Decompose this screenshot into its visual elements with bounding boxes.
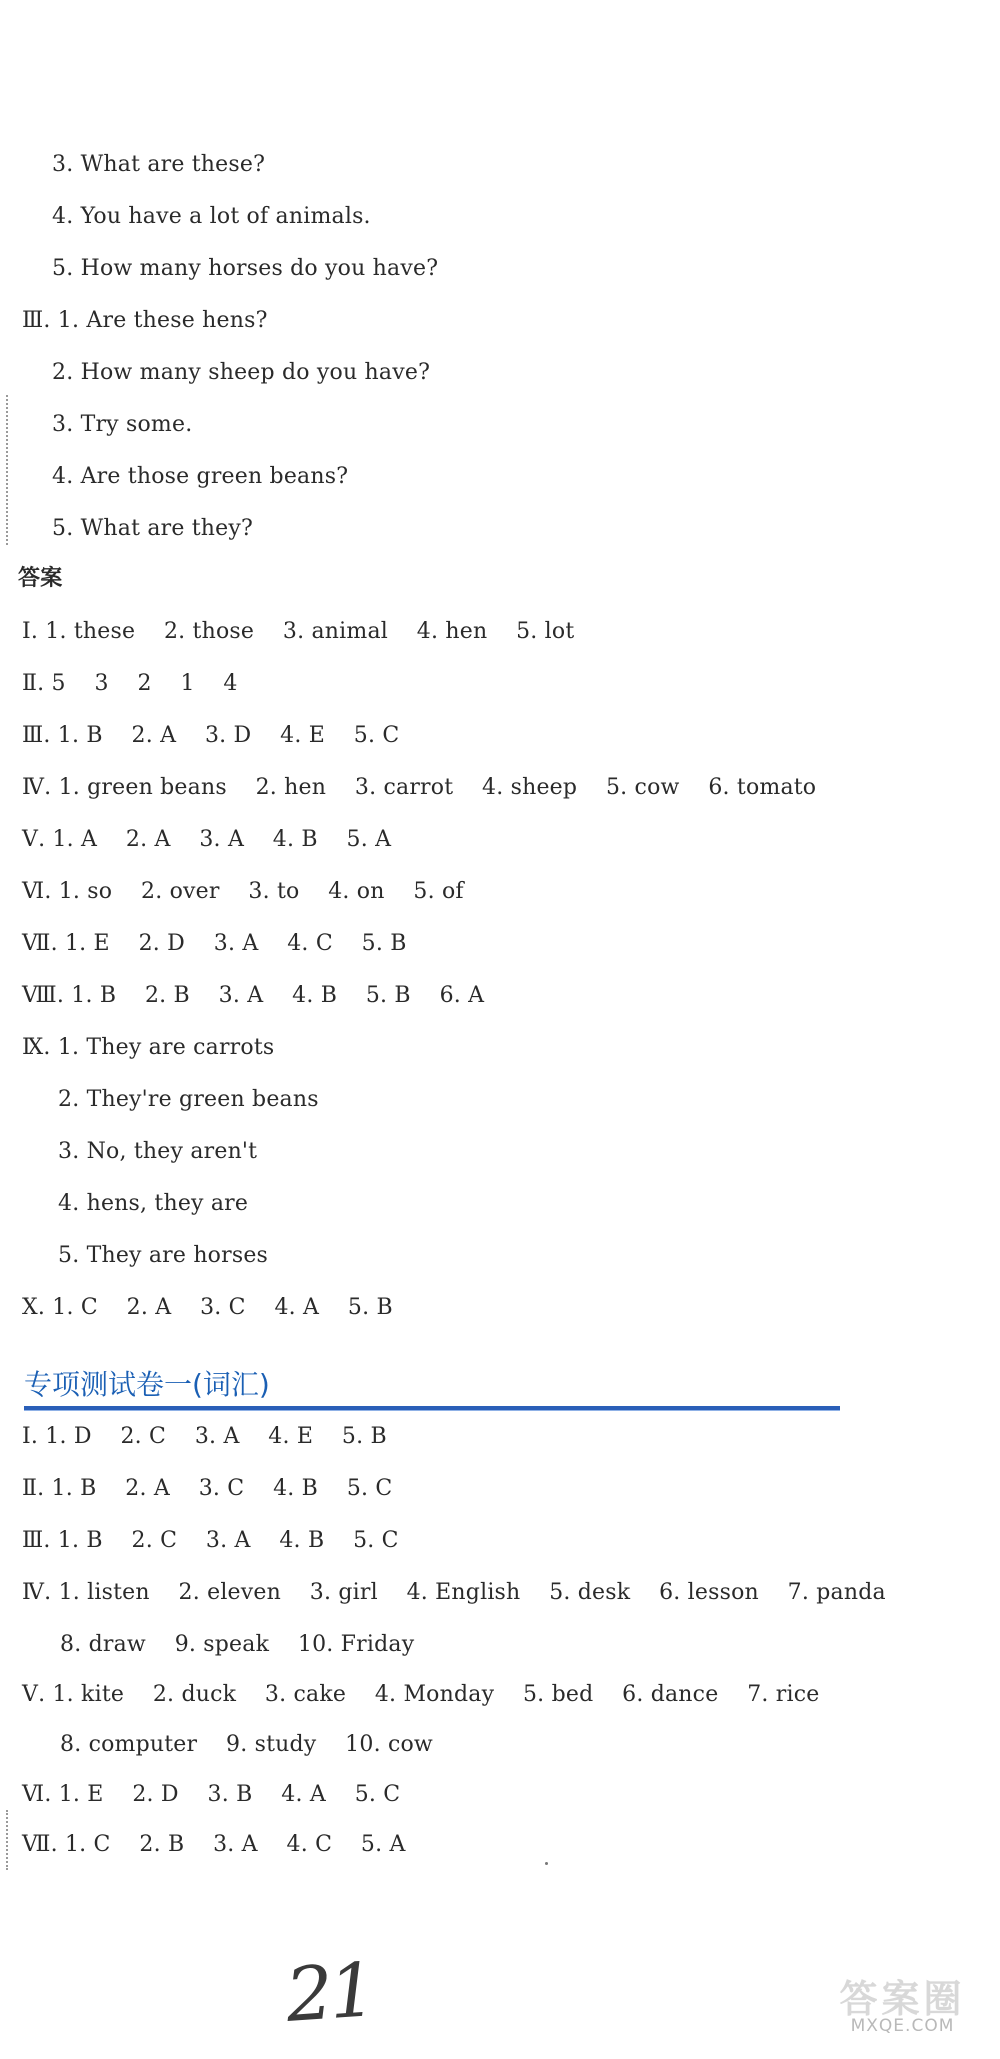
answer-line: 3. No, they aren't	[58, 1139, 258, 1164]
speck	[545, 1862, 548, 1865]
section-line: Ⅱ. 1. B 2. A 3. C 4. B 5. C	[22, 1476, 393, 1501]
answer-line: 5. They are horses	[58, 1243, 269, 1268]
text-line: 4. You have a lot of animals.	[52, 204, 371, 229]
section-line: Ⅴ. 1. kite 2. duck 3. cake 4. Monday 5. bed 6. dance 7. rice	[22, 1682, 820, 1707]
answer-line: Ⅷ. 1. B 2. B 3. A 4. B 5. B 6. A	[22, 983, 485, 1008]
answer-line: Ⅳ. 1. green beans 2. hen 3. carrot 4. sheep 5. cow 6. tomato	[22, 775, 817, 800]
watermark-text: MXQE.COM	[850, 2016, 955, 2036]
answer-line: Ⅴ. 1. A 2. A 3. A 4. B 5. A	[22, 827, 392, 852]
answer-line: Ⅸ. 1. They are carrots	[22, 1035, 275, 1060]
section-line: Ⅳ. 1. listen 2. eleven 3. girl 4. English 5. desk 6. lesson 7. panda	[22, 1580, 886, 1605]
answer-line: Ⅱ. 5 3 2 1 4	[22, 671, 238, 696]
section-title: 专项测试卷一(词汇)	[24, 1368, 270, 1401]
margin-dots	[6, 1810, 8, 1870]
text-line: 2. How many sheep do you have?	[52, 360, 431, 385]
answer-line: 2. They're green beans	[58, 1087, 319, 1112]
section-rule	[24, 1406, 840, 1411]
section-line: Ⅵ. 1. E 2. D 3. B 4. A 5. C	[22, 1782, 401, 1807]
text-line: 3. What are these?	[52, 152, 266, 177]
answers-heading: 答案	[18, 566, 63, 591]
section-line: 8. computer 9. study 10. cow	[60, 1732, 433, 1757]
text-line: 4. Are those green beans?	[52, 464, 349, 489]
section-line: Ⅰ. 1. D 2. C 3. A 4. E 5. B	[22, 1424, 387, 1449]
handwritten-page-number: 21	[283, 1947, 376, 2039]
answer-line: 4. hens, they are	[58, 1191, 249, 1216]
text-line: Ⅲ. 1. Are these hens?	[22, 308, 268, 333]
text-line: 3. Try some.	[52, 412, 193, 437]
answer-line: Ⅵ. 1. so 2. over 3. to 4. on 5. of	[22, 879, 464, 904]
text-line: 5. How many horses do you have?	[52, 256, 439, 281]
section-line: 8. draw 9. speak 10. Friday	[60, 1632, 415, 1657]
text-line: 5. What are they?	[52, 516, 254, 541]
answer-line: Ⅲ. 1. B 2. A 3. D 4. E 5. C	[22, 723, 400, 748]
answer-line: Ⅶ. 1. E 2. D 3. A 4. C 5. B	[22, 931, 407, 956]
answer-line: Ⅰ. 1. these 2. those 3. animal 4. hen 5. lot	[22, 619, 575, 644]
watermark-logo: 答案圈	[839, 1977, 966, 2021]
watermark	[820, 1968, 985, 2048]
answer-line: Ⅹ. 1. C 2. A 3. C 4. A 5. B	[22, 1295, 393, 1320]
margin-dots	[6, 395, 8, 545]
section-line: Ⅲ. 1. B 2. C 3. A 4. B 5. C	[22, 1528, 399, 1553]
section-line: Ⅶ. 1. C 2. B 3. A 4. C 5. A	[22, 1832, 406, 1857]
